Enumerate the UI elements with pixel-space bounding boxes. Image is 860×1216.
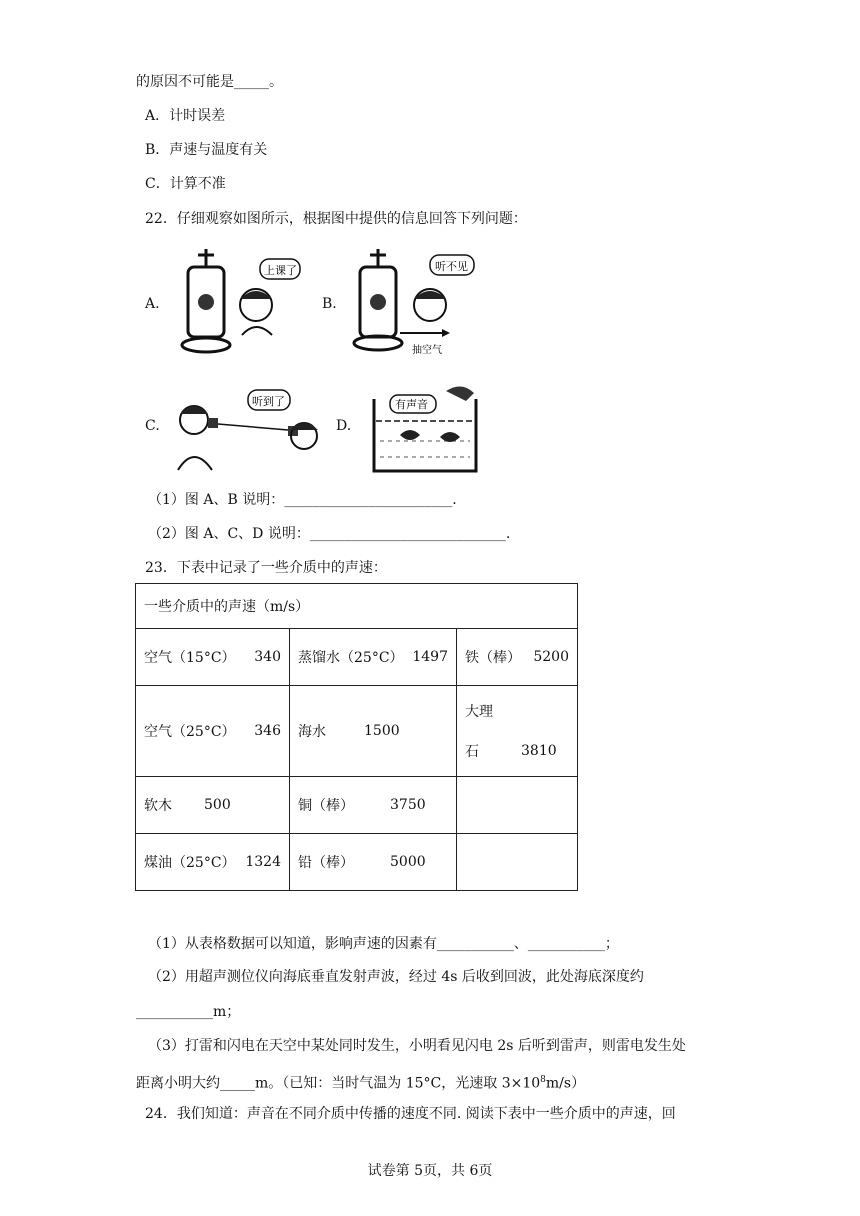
- speed-value: 1500: [364, 723, 400, 739]
- sound-speed-table: [135, 583, 578, 891]
- question-23-sub3b: [136, 1070, 585, 1094]
- speed-value: 3810: [521, 743, 557, 759]
- figure-label-a: A.: [145, 296, 160, 312]
- empty-cell: [457, 777, 578, 834]
- medium-name: 石: [465, 744, 479, 760]
- page-footer: 试卷第 5页，共 6页: [367, 1163, 493, 1179]
- medium-name: 铁（棒）: [465, 650, 521, 666]
- medium-name: 铜（棒）: [298, 798, 354, 814]
- figure-c-string-telephone: [172, 384, 322, 480]
- question-22-title: 22．仔细观察如图所示，根据图中提供的信息回答下列问题：: [145, 211, 527, 227]
- table-row: [136, 777, 578, 834]
- bubble-a-text: 上课了: [264, 264, 297, 277]
- figure-b-vacuum-jar: [350, 247, 480, 363]
- bubble-b-text: 听不见: [435, 260, 468, 273]
- speed-value: 5000: [390, 854, 426, 870]
- medium-name: 铅（棒）: [298, 855, 354, 871]
- table-row: [136, 629, 578, 686]
- medium-name: 蒸馏水（25°C）: [298, 650, 404, 666]
- question-23-title: 23．下表中记录了一些介质中的声速：: [145, 560, 387, 576]
- speed-value: 346: [254, 723, 281, 739]
- speed-value: 5200: [533, 649, 569, 665]
- figure-label-c: C.: [145, 418, 160, 434]
- speed-value: 500: [204, 797, 231, 813]
- sub3b-unit: m/s）: [545, 1075, 586, 1092]
- speed-value: 1497: [412, 649, 448, 665]
- exponent: 8: [540, 1075, 546, 1085]
- medium-name: 软木: [144, 798, 172, 814]
- option-a: A．计时误差: [145, 108, 226, 124]
- figure-label-d: D.: [336, 418, 352, 434]
- speed-value: 1324: [245, 854, 281, 870]
- medium-name: 海水: [298, 724, 326, 740]
- medium-name: 空气（15°C）: [144, 650, 236, 666]
- figure-a-bell-jar: [178, 247, 304, 361]
- figure-d-water-tank: [370, 381, 480, 481]
- question-22-sub2: （2）图 A、C、D 说明：____________________________.: [148, 526, 511, 542]
- option-c: C．计算不准: [145, 176, 226, 192]
- sub3b-text: 距离小明大约_____m。（已知：当时气温为 15°C，光速取 3×10: [136, 1075, 541, 1092]
- medium-name: 空气（25°C）: [144, 724, 236, 740]
- question-24-title: 24．我们知道：声音在不同介质中传播的速度不同. 阅读下表中一些介质中的声速，回: [145, 1106, 676, 1122]
- question-fragment: 的原因不可能是_____。: [136, 74, 283, 90]
- pump-label: 抽空气: [412, 345, 442, 356]
- bubble-c-text: 听到了: [252, 395, 285, 408]
- question-23-sub2a: （2）用超声测位仪向海底垂直发射声波，经过 4s 后收到回波，此处海底深度约: [148, 969, 644, 985]
- table-header: 一些介质中的声速（m/s）: [136, 584, 578, 629]
- speed-value: 340: [254, 649, 281, 665]
- empty-cell: [457, 834, 578, 891]
- question-23-sub3a: （3）打雷和闪电在天空中某处同时发生，小明看见闪电 2s 后听到雷声，则雷电发生处: [148, 1038, 686, 1054]
- bubble-d-text: 有声音: [395, 398, 428, 411]
- medium-name: 大理: [465, 704, 493, 720]
- question-23-sub1: （1）从表格数据可以知道，影响声速的因素有___________、___________；: [148, 936, 619, 952]
- speed-value: 3750: [390, 797, 426, 813]
- table-row: [136, 686, 578, 777]
- option-b: B．声速与温度有关: [145, 142, 268, 158]
- medium-name: 煤油（25°C）: [144, 855, 236, 871]
- figure-label-b: B.: [322, 296, 337, 312]
- table-row: [136, 834, 578, 891]
- question-22-sub1: （1）图 A、B 说明：________________________.: [148, 492, 457, 508]
- question-23-sub2b: ___________m；: [136, 1004, 241, 1020]
